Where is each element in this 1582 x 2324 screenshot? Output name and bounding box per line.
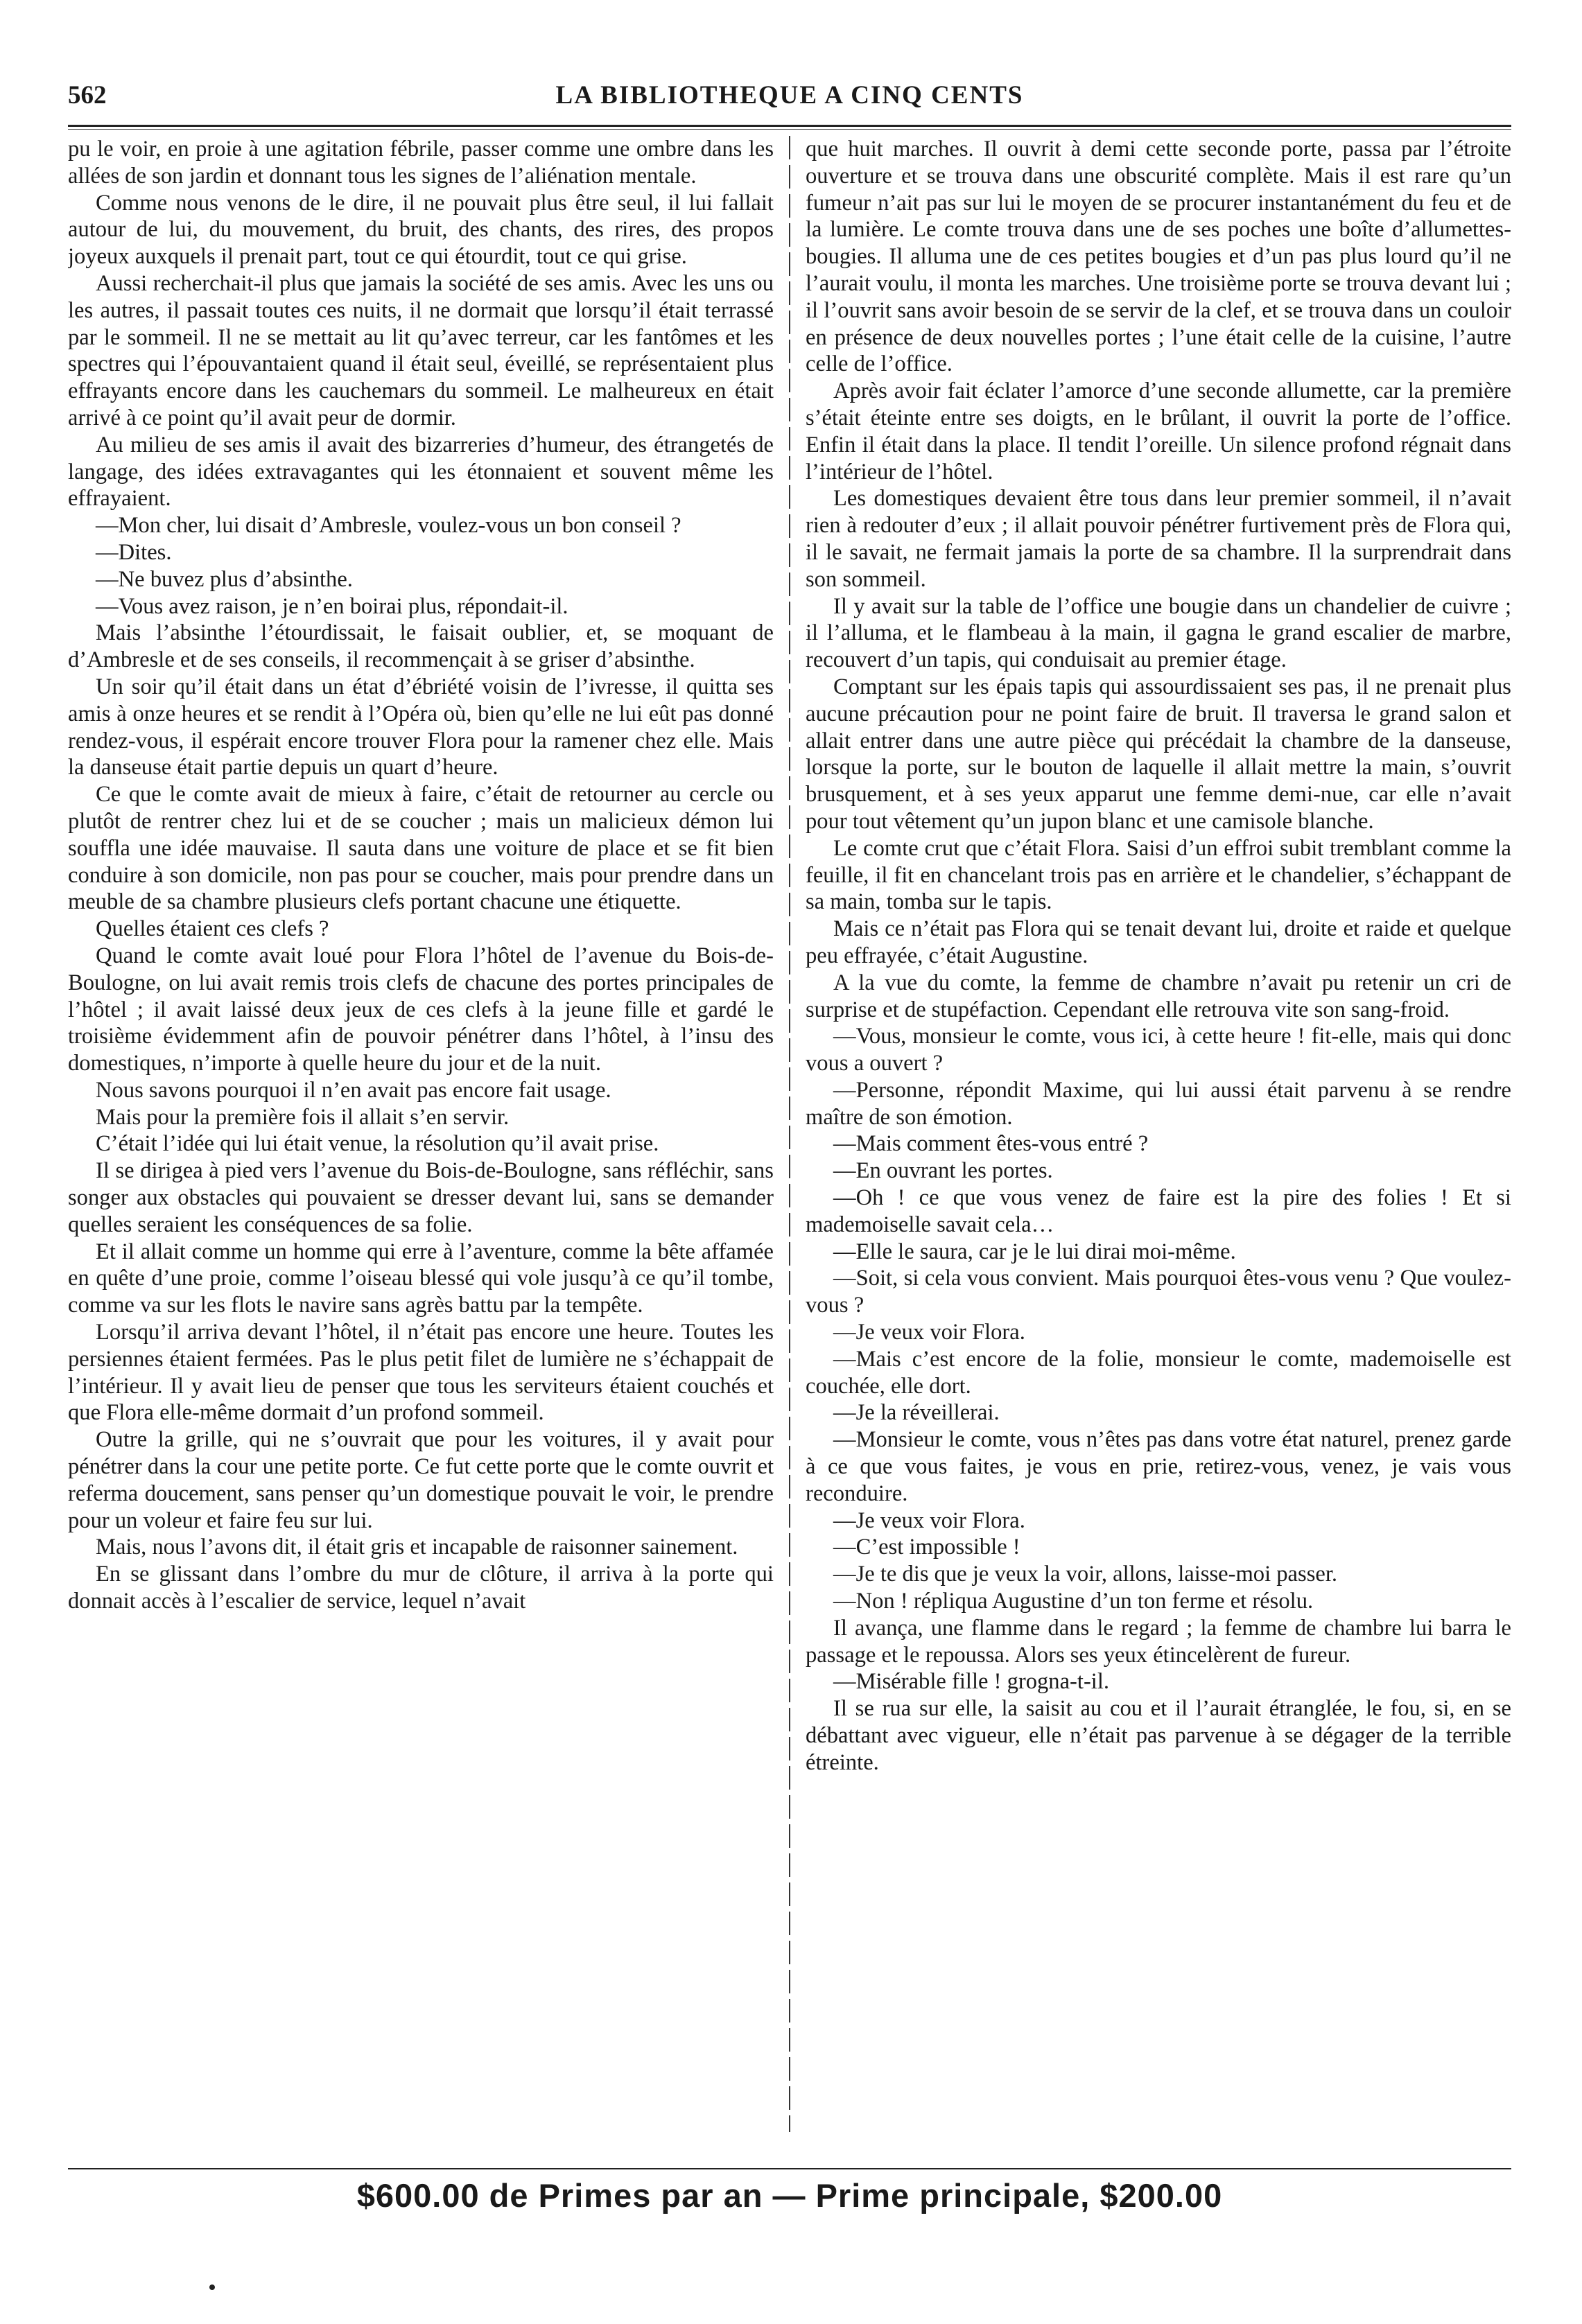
paragraph: Nous savons pourquoi il n’en avait pas encore fait usage. xyxy=(96,1077,611,1103)
header-rule-thin xyxy=(68,129,1511,130)
header-rule xyxy=(68,125,1511,127)
paragraph: —Monsieur le comte, vous n’êtes pas dans votre état naturel, prenez garde à ce que vous faites, je vous en prie, retirez-vous, venez, je vais vous reconduire. xyxy=(806,1427,1511,1506)
paragraph: —Je veux voir Flora. xyxy=(833,1508,1025,1533)
paragraph: —Mais comment êtes-vous entré ? xyxy=(833,1131,1149,1157)
paragraph: —Oh ! ce que vous venez de faire est la pire des folies ! Et si mademoiselle savait cela… xyxy=(806,1185,1511,1237)
column-divider xyxy=(789,136,790,2132)
paragraph: C’était l’idée qui lui était venue, la résolution qu’il avait prise. xyxy=(96,1131,659,1157)
paragraph: —Vous, monsieur le comte, vous ici, à cette heure ! fit-elle, mais qui donc vous a ouvert ? xyxy=(806,1024,1511,1076)
paragraph: Comptant sur les épais tapis qui assourdissaient ses pas, il ne prenait plus aucune précaution pour ne point faire de bruit. Il traversa le grand salon et allait entrer dans une autre pièce qui précédait la chambre de la danseuse, lorsque la porte, sur le bouton de laquelle il allait mettre la main, s’ouvrit brusquement, et à ses yeux apparut une femme demi-nue, car elle n’avait pour tout vêtement qu’un jupon blanc et une camisole blanche. xyxy=(806,674,1511,834)
paragraph: —Ne buvez plus d’absinthe. xyxy=(96,566,353,592)
paragraph: En se glissant dans l’ombre du mur de clôture, il arriva à la porte qui donnait accès à l’escalier de service, lequel n’avait xyxy=(68,1562,774,1614)
running-title: LA BIBLIOTHEQUE A CINQ CENTS xyxy=(555,81,1024,110)
paragraph: Il avança, une flamme dans le regard ; la femme de chambre lui barra le passage et le repoussa. Alors ses yeux étincelèrent de fureur. xyxy=(806,1615,1511,1668)
paragraph: A la vue du comte, la femme de chambre n’avait pu retenir un cri de surprise et de stupéfaction. Cependant elle retrouva vite son sang-froid. xyxy=(806,970,1511,1022)
page-number: 562 xyxy=(68,81,107,110)
paragraph: —Dites. xyxy=(96,539,172,565)
footer-rule xyxy=(68,2168,1511,2169)
paragraph: Le comte crut que c’était Flora. Saisi d’un effroi subit tremblant comme la feuille, il fit en chancelant trois pas en arrière et le chandelier, s’échappant de sa main, tomba sur le tapis. xyxy=(806,835,1511,915)
paragraph: Les domestiques devaient être tous dans leur premier sommeil, il n’avait rien à redouter d’eux ; il allait pouvoir pénétrer furtivement près de Flora qui, il le savait, ne fermait jamais la porte de sa chambre. Il la surprendrait dans son sommeil. xyxy=(806,486,1511,592)
right-column xyxy=(806,136,1511,2167)
paragraph: —Mais c’est encore de la folie, monsieur le comte, mademoiselle est couchée, elle dort. xyxy=(806,1346,1511,1399)
paragraph: Mais, nous l’avons dit, il était gris et incapable de raisonner sainement. xyxy=(96,1535,738,1560)
paragraph: —Soit, si cela vous convient. Mais pourquoi êtes-vous venu ? Que voulez-vous ? xyxy=(806,1266,1511,1318)
ink-speck xyxy=(209,2284,215,2290)
paragraph: —Mon cher, lui disait d’Ambresle, voulez-vous un bon conseil ? xyxy=(96,513,681,539)
paragraph: —Je veux voir Flora. xyxy=(833,1320,1025,1345)
paragraph: que huit marches. Il ouvrit à demi cette seconde porte, passa par l’étroite ouverture et se trouva dans une obscurité complète. Mais il est rare qu’un fumeur n’ait pas sur lui le moyen de se procurer instantanément du feu et de la lumière. Le comte trouva dans une de ses poches une boîte d’allumettes-bougies. Il alluma une de ces petites bougies et d’un pas plus lourd qu’il ne l’aurait voulu, il monta les marches. Une troisième porte se trouva devant lui ; il l’ouvrit sans avoir besoin de se servir de la clef, et se trouva dans un couloir en présence de deux nouvelles portes ; l’une était celle de la cuisine, l’autre celle de l’office. xyxy=(806,137,1511,377)
paragraph: —Non ! répliqua Augustine d’un ton ferme et résolu. xyxy=(833,1589,1314,1614)
paragraph: —Misérable fille ! grogna-t-il. xyxy=(833,1669,1110,1695)
paragraph: Mais ce n’était pas Flora qui se tenait devant lui, droite et raide et quelque peu effrayée, c’était Augustine. xyxy=(806,916,1511,968)
paragraph: —Je te dis que je veux la voir, allons, laisse-moi passer. xyxy=(833,1562,1338,1587)
paragraph: Mais pour la première fois il allait s’en servir. xyxy=(96,1104,510,1130)
paragraph: Il se dirigea à pied vers l’avenue du Bois-de-Boulogne, sans réfléchir, sans songer aux obstacles qui pouvaient se dresser devant lui, sans se demander quelles seraient les conséquences de sa folie. xyxy=(68,1158,774,1237)
left-column xyxy=(68,136,774,2167)
paragraph: Ce que le comte avait de mieux à faire, c’était de retourner au cercle ou plutôt de rentrer chez lui et de se coucher ; mais un malicieux démon lui souffla une idée mauvaise. Il sauta dans une voiture de place et se fit bien conduire à son domicile, non pas pour se coucher, mais pour prendre dans un meuble de sa chambre plusieurs clefs portant chacune une étiquette. xyxy=(68,782,774,915)
paragraph: Mais l’absinthe l’étourdissait, le faisait oublier, et, se moquant de d’Ambresle et de ses conseils, il recommençait à se griser d’absinthe. xyxy=(68,620,774,673)
page-header xyxy=(68,78,1511,119)
paragraph: Après avoir fait éclater l’amorce d’une seconde allumette, car la première s’était éteinte entre ses doigts, en le brûlant, il ouvrit la porte de l’office. Enfin il était dans la place. Il tendit l’oreille. Un silence profond régnait dans l’intérieur de l’hôtel. xyxy=(806,378,1511,484)
paragraph: Et il allait comme un homme qui erre à l’aventure, comme la bête affamée en quête d’une proie, comme l’oiseau blessé qui vole jusqu’à ce qu’il tombe, comme va sur les flots le navire sans agrès battu par la tempête. xyxy=(68,1239,774,1318)
paragraph: —Elle le saura, car je le lui dirai moi-même. xyxy=(833,1239,1236,1264)
paragraph: Il y avait sur la table de l’office une bougie dans un chandelier de cuivre ; il l’alluma, et le flambeau à la main, il gagna le grand escalier de marbre, recouvert d’un tapis, qui conduisait au premier étage. xyxy=(806,593,1511,673)
paragraph: Un soir qu’il était dans un état d’ébriété voisin de l’ivresse, il quitta ses amis à onze heures et se rendit à l’Opéra où, bien qu’elle ne lui eût pas donné rendez-vous, il espérait encore trouver Flora pour la ramener chez elle. Mais la danseuse était partie depuis un quart d’heure. xyxy=(68,674,774,780)
paragraph: —Personne, répondit Maxime, qui lui aussi était parvenu à se rendre maître de son émotion. xyxy=(806,1077,1511,1130)
paragraph: —En ouvrant les portes. xyxy=(833,1158,1053,1184)
footer-advert: $600.00 de Primes par an — Prime principale, $200.00 xyxy=(356,2177,1223,2214)
paragraph: Quand le comte avait loué pour Flora l’hôtel de l’avenue du Bois-de-Boulogne, on lui avait remis trois clefs de chacune des portes principales de l’hôtel ; il avait laissé deux jeux de ces clefs à la jeune fille et gardé le troisième évidemment afin de pouvoir pénétrer dans l’hôtel, à l’insu des domestiques, n’importe à quelle heure du jour et de la nuit. xyxy=(68,943,774,1076)
paragraph: Il se rua sur elle, la saisit au cou et il l’aurait étranglée, le fou, si, en se débattant avec vigueur, elle n’était pas parvenue à se dégager de la terrible étreinte. xyxy=(806,1696,1511,1775)
paragraph: Aussi recherchait-il plus que jamais la société de ses amis. Avec les uns ou les autres, il passait toutes ces nuits, il ne dormait que lorsqu’il était terrassé par le sommeil. Il ne se mettait au lit qu’avec terreur, car les fantômes et les spectres qui l’épouvantaient quand il était seul, éveillé, se représentaient plus effrayants encore dans les cauchemars du sommeil. Le malheureux en était arrivé à ce point qu’il avait peur de dormir. xyxy=(68,270,774,430)
paragraph: —Je la réveillerai. xyxy=(833,1400,1000,1426)
paragraph: pu le voir, en proie à une agitation fébrile, passer comme une ombre dans les allées de son jardin et donnant tous les signes de l’aliénation mentale. xyxy=(68,137,774,189)
paragraph: Au milieu de ses amis il avait des bizarreries d’humeur, des étrangetés de langage, des idées extravagantes qui les étonnaient et souvent même les effrayaient. xyxy=(68,432,774,512)
paragraph: —C’est impossible ! xyxy=(833,1535,1020,1560)
paragraph: —Vous avez raison, je n’en boirai plus, répondait-il. xyxy=(96,593,568,619)
paragraph: Outre la grille, qui ne s’ouvrait que pour les voitures, il y avait pour pénétrer dans la cour une petite porte. Ce fut cette porte que le comte ouvrit et referma doucement, sans penser qu’un domestique pouvait le voir, le prendre pour un voleur et faire feu sur lui. xyxy=(68,1427,774,1533)
paragraph: Comme nous venons de le dire, il ne pouvait plus être seul, il lui fallait autour de lui, du mouvement, du bruit, des chants, des rires, des propos joyeux auxquels il prenait part, tout ce qui étourdit, tout ce qui grise. xyxy=(68,190,774,270)
paragraph: Quelles étaient ces clefs ? xyxy=(96,916,329,942)
paragraph: Lorsqu’il arriva devant l’hôtel, il n’était pas encore une heure. Toutes les persiennes étaient fermées. Pas le plus petit filet de lumière ne s’échappait de l’intérieur. Il y avait lieu de penser que tous les serviteurs étaient couchés et que Flora elle-même dormait d’un profond sommeil. xyxy=(68,1320,774,1426)
